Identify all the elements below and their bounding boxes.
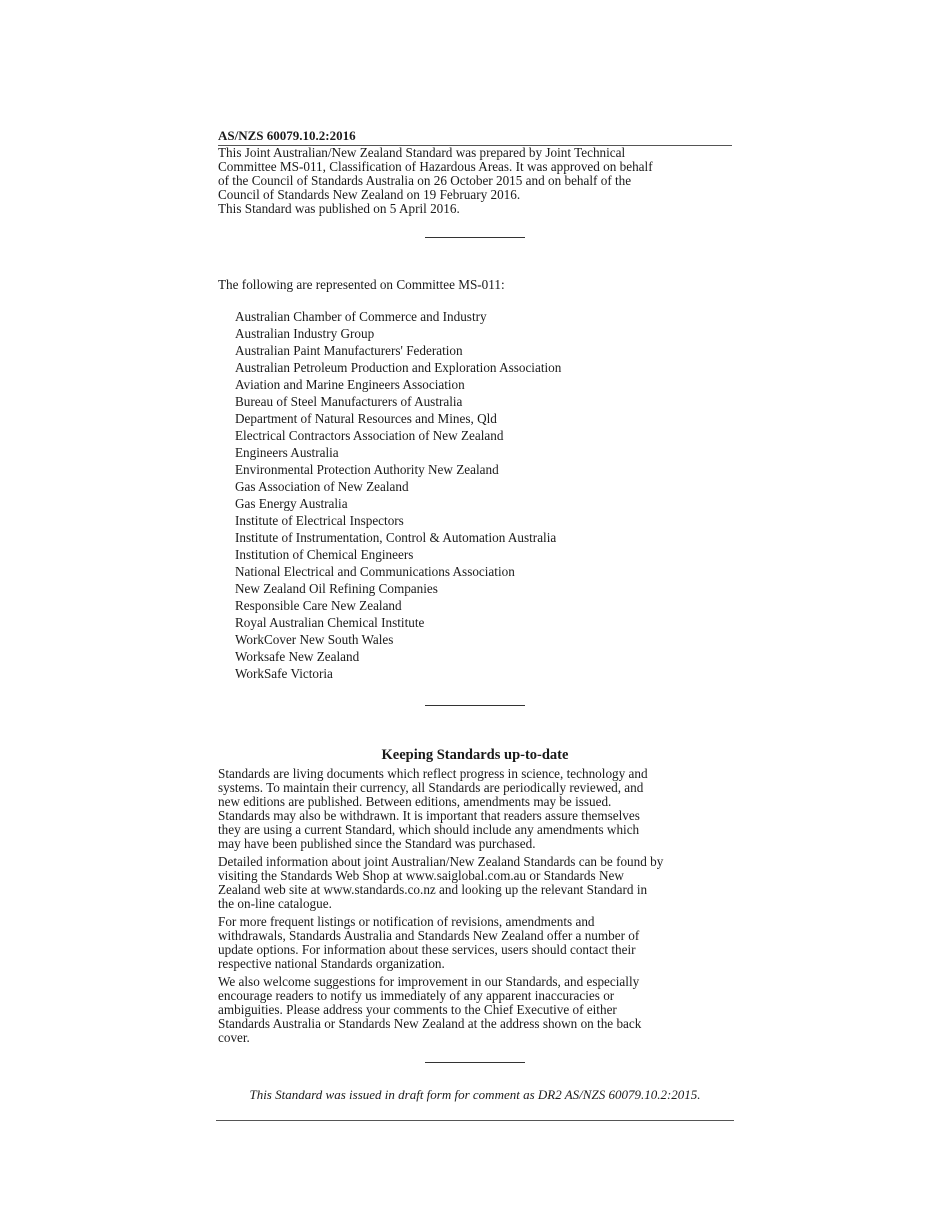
draft-note: This Standard was issued in draft form for comment as DR2 AS/NZS 60079.10.2:2015. — [249, 1087, 701, 1102]
committee-member: Australian Petroleum Production and Exploration Association — [235, 360, 562, 375]
committee-member: Worksafe New Zealand — [235, 649, 360, 664]
prep-line: Committee MS-011, Classification of Hazardous Areas. It was approved on behalf — [218, 159, 653, 174]
paragraph-line: the on-line catalogue. — [218, 896, 332, 911]
section-separator — [425, 1062, 525, 1063]
committee-member: Royal Australian Chemical Institute — [235, 615, 425, 630]
paragraph-line: Zealand web site at www.standards.co.nz and looking up the relevant Standard in — [218, 882, 648, 897]
paragraph-line: visiting the Standards Web Shop at www.saiglobal.com.au or Standards New — [218, 868, 624, 883]
committee-member: Electrical Contractors Association of New Zealand — [235, 428, 504, 443]
committee-member: Australian Industry Group — [235, 326, 375, 341]
paragraph-line: ambiguities. Please address your comments to the Chief Executive of either — [218, 1002, 617, 1017]
preparation-notice — [218, 146, 732, 216]
section-separator — [425, 705, 525, 706]
committee-member: Bureau of Steel Manufacturers of Australia — [235, 394, 463, 409]
committee-member: Institute of Instrumentation, Control & Automation Australia — [235, 530, 557, 545]
paragraph-line: new editions are published. Between editions, amendments may be issued. — [218, 794, 612, 809]
paragraph-line: systems. To maintain their currency, all Standards are periodically reviewed, and — [218, 780, 644, 795]
committee-member: New Zealand Oil Refining Companies — [235, 581, 438, 596]
committee-member-list — [235, 308, 732, 682]
paragraph-line: withdrawals, Standards Australia and Standards New Zealand offer a number of — [218, 928, 640, 943]
committee-member: WorkCover New South Wales — [235, 632, 394, 647]
paragraph-line: For more frequent listings or notification of revisions, amendments and — [218, 914, 595, 929]
committee-member: Environmental Protection Authority New Zealand — [235, 462, 499, 477]
committee-member: Institute of Electrical Inspectors — [235, 513, 404, 528]
paragraph-line: cover. — [218, 1030, 250, 1045]
keeping-standards-heading: Keeping Standards up-to-date — [381, 747, 569, 763]
paragraph-line: Standards may also be withdrawn. It is important that readers assure themselves — [218, 808, 640, 823]
prep-line: This Joint Australian/New Zealand Standard was prepared by Joint Technical — [218, 145, 626, 160]
keeping-paragraph-4 — [218, 975, 732, 1045]
paragraph-line: respective national Standards organization. — [218, 956, 445, 971]
committee-member: Department of Natural Resources and Mines, Qld — [235, 411, 497, 426]
paragraph-line: We also welcome suggestions for improvement in our Standards, and especially — [218, 974, 640, 989]
paragraph-line: update options. For information about these services, users should contact their — [218, 942, 636, 957]
committee-member: Gas Association of New Zealand — [235, 479, 409, 494]
keeping-paragraph-3 — [218, 915, 732, 971]
keeping-paragraph-1 — [218, 767, 732, 851]
prep-line: of the Council of Standards Australia on 26 October 2015 and on behalf of the — [218, 173, 632, 188]
paragraph-line: Standards Australia or Standards New Zealand at the address shown on the back — [218, 1016, 642, 1031]
committee-member: Australian Paint Manufacturers' Federation — [235, 343, 463, 358]
paragraph-line: may have been published since the Standard was purchased. — [218, 836, 536, 851]
paragraph-line: Standards are living documents which reflect progress in science, technology and — [218, 766, 648, 781]
footer-rule — [216, 1120, 734, 1121]
paragraph-line: Detailed information about joint Australian/New Zealand Standards can be found by — [218, 854, 664, 869]
committee-member: WorkSafe Victoria — [235, 666, 333, 681]
committee-member: National Electrical and Communications Association — [235, 564, 515, 579]
committee-member: Australian Chamber of Commerce and Industry — [235, 309, 487, 324]
paragraph-line: encourage readers to notify us immediately of any apparent inaccuracies or — [218, 988, 615, 1003]
committee-member: Engineers Australia — [235, 445, 339, 460]
prep-line: Council of Standards New Zealand on 19 February 2016. — [218, 187, 521, 202]
paragraph-line: they are using a current Standard, which should include any amendments which — [218, 822, 640, 837]
publication-date: This Standard was published on 5 April 2016. — [218, 201, 460, 216]
keeping-paragraph-2 — [218, 855, 732, 911]
committee-member: Gas Energy Australia — [235, 496, 348, 511]
section-separator — [425, 237, 525, 238]
committee-intro: The following are represented on Committee MS-011: — [218, 277, 505, 292]
document-page — [218, 128, 732, 1103]
committee-member: Institution of Chemical Engineers — [235, 547, 414, 562]
committee-member: Aviation and Marine Engineers Association — [235, 377, 465, 392]
document-id: AS/NZS 60079.10.2:2016 — [218, 128, 732, 146]
committee-member: Responsible Care New Zealand — [235, 598, 402, 613]
